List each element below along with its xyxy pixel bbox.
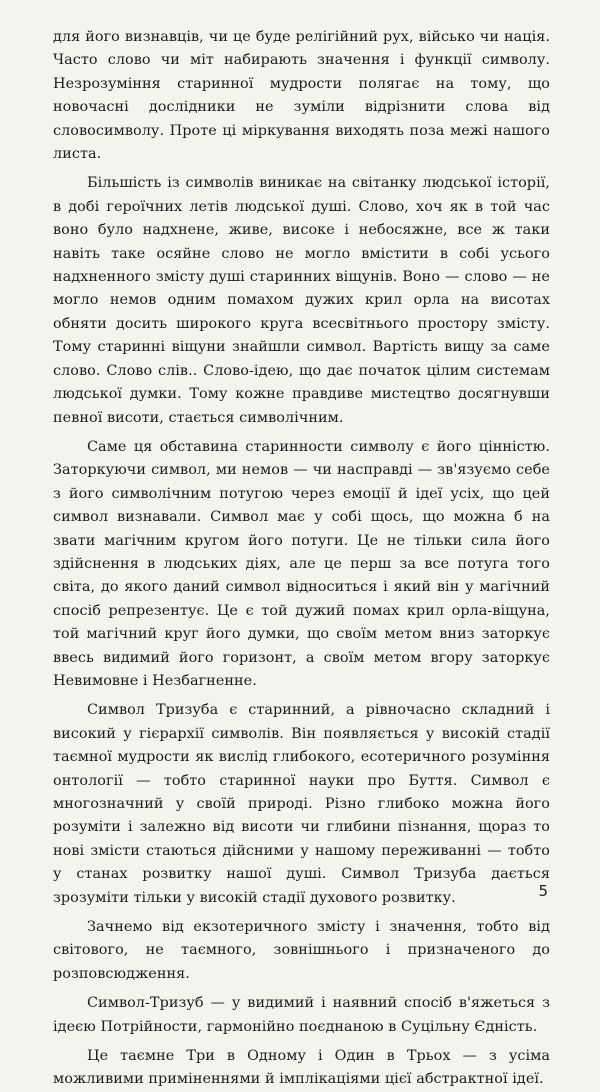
paragraph-7: Це таємне Три в Одному і Один в Трьох — з усіма можливими приміненнями й імплікаціями цієї абстрактної ідеї. — [53, 1048, 550, 1088]
paragraph-2: Більшість із символів виникає на світанку людської історії, в добі героїчних летів людської душі. Слово, хоч як в той час воно було надхнене, живе, високе і небосяжне, все ж таки навіть таке осяйне слово не могло вмістити в собі усього надхненного змісту душі старинних віщунів. Воно — слово — не могло немов одним помахом дужих крил орла на висотах обняти досить широкого круга всесвітнього простору змісту. Тому старинні віщуни знайшли символ. Вартість вищу за саме слово. Слово слів.. Слово-ідею, що дає початок цілим системам людської думки. Тому кожне правдиве мистецтво досягнувши певної висоти, стається символічним. — [53, 175, 550, 426]
paragraph-4: Символ Тризуба є старинний, а рівночасно складний і високий у гієрархії символів. Він появляється у високій стадії таємної мудрости як вислід глибокого, есотеричного розуміння онтології — тобто старинної науки про Буття. Символ є многозначний у своїй природі. Різно глибоко можна його розуміти і залежно від висоти чи глибини пізнання, щораз то нові змісти стаються дійсними у нашому переживанні — тобто у станах розвитку нашої душі. Символ Тризуба дається зрозуміти тільки у високій стадії духового розвитку. — [53, 702, 550, 906]
paragraph-3: Саме ця обставина старинности символу є його цінністю. Заторкуючи символ, ми немов — чи насправді — зв'язуємо себе з його символічним потугою через емоції й ідеї усіх, що цей символ визнавали. Символ має у собі щось, що можна б на звати магічним кругом його потуги. Це не тільки сила його здійснення в людських діях, але це перш за все потуга того світа, до якого даний символ відноситься і який він у магічний спосіб репрезентує. Це є той дужий помах крил орла-віщуна, той магічний круг його думки, що своїм метом вниз заторкує ввесь видимий його горизонт, а своїм метом вгору заторкує Невимовне і Незбагненне. — [53, 438, 550, 689]
paragraph-5: Зачнемо від екзотеричного змісту і значення, тобто від світового, не таємного, зовнішнього і призначеного до розповсюдження. — [53, 919, 550, 982]
paragraph-6: Символ-Тризуб — у видимий і наявний спосіб в'яжеться з ідеєю Потрійности, гармонійно поєднаною в Суцільну Єдність. — [53, 995, 550, 1035]
paragraph-1: для його визнавців, чи це буде релігійний рух, військо чи нація. Часто слово чи міт набирають значення і функції символу. Незрозуміння старинної мудрости полягає на тому, що новочасні дослідники не зуміли відрізнити слова від словосимволу. Проте ці міркування виходять поза межі нашого листа. — [53, 29, 550, 163]
page-number: 5 — [538, 882, 548, 900]
